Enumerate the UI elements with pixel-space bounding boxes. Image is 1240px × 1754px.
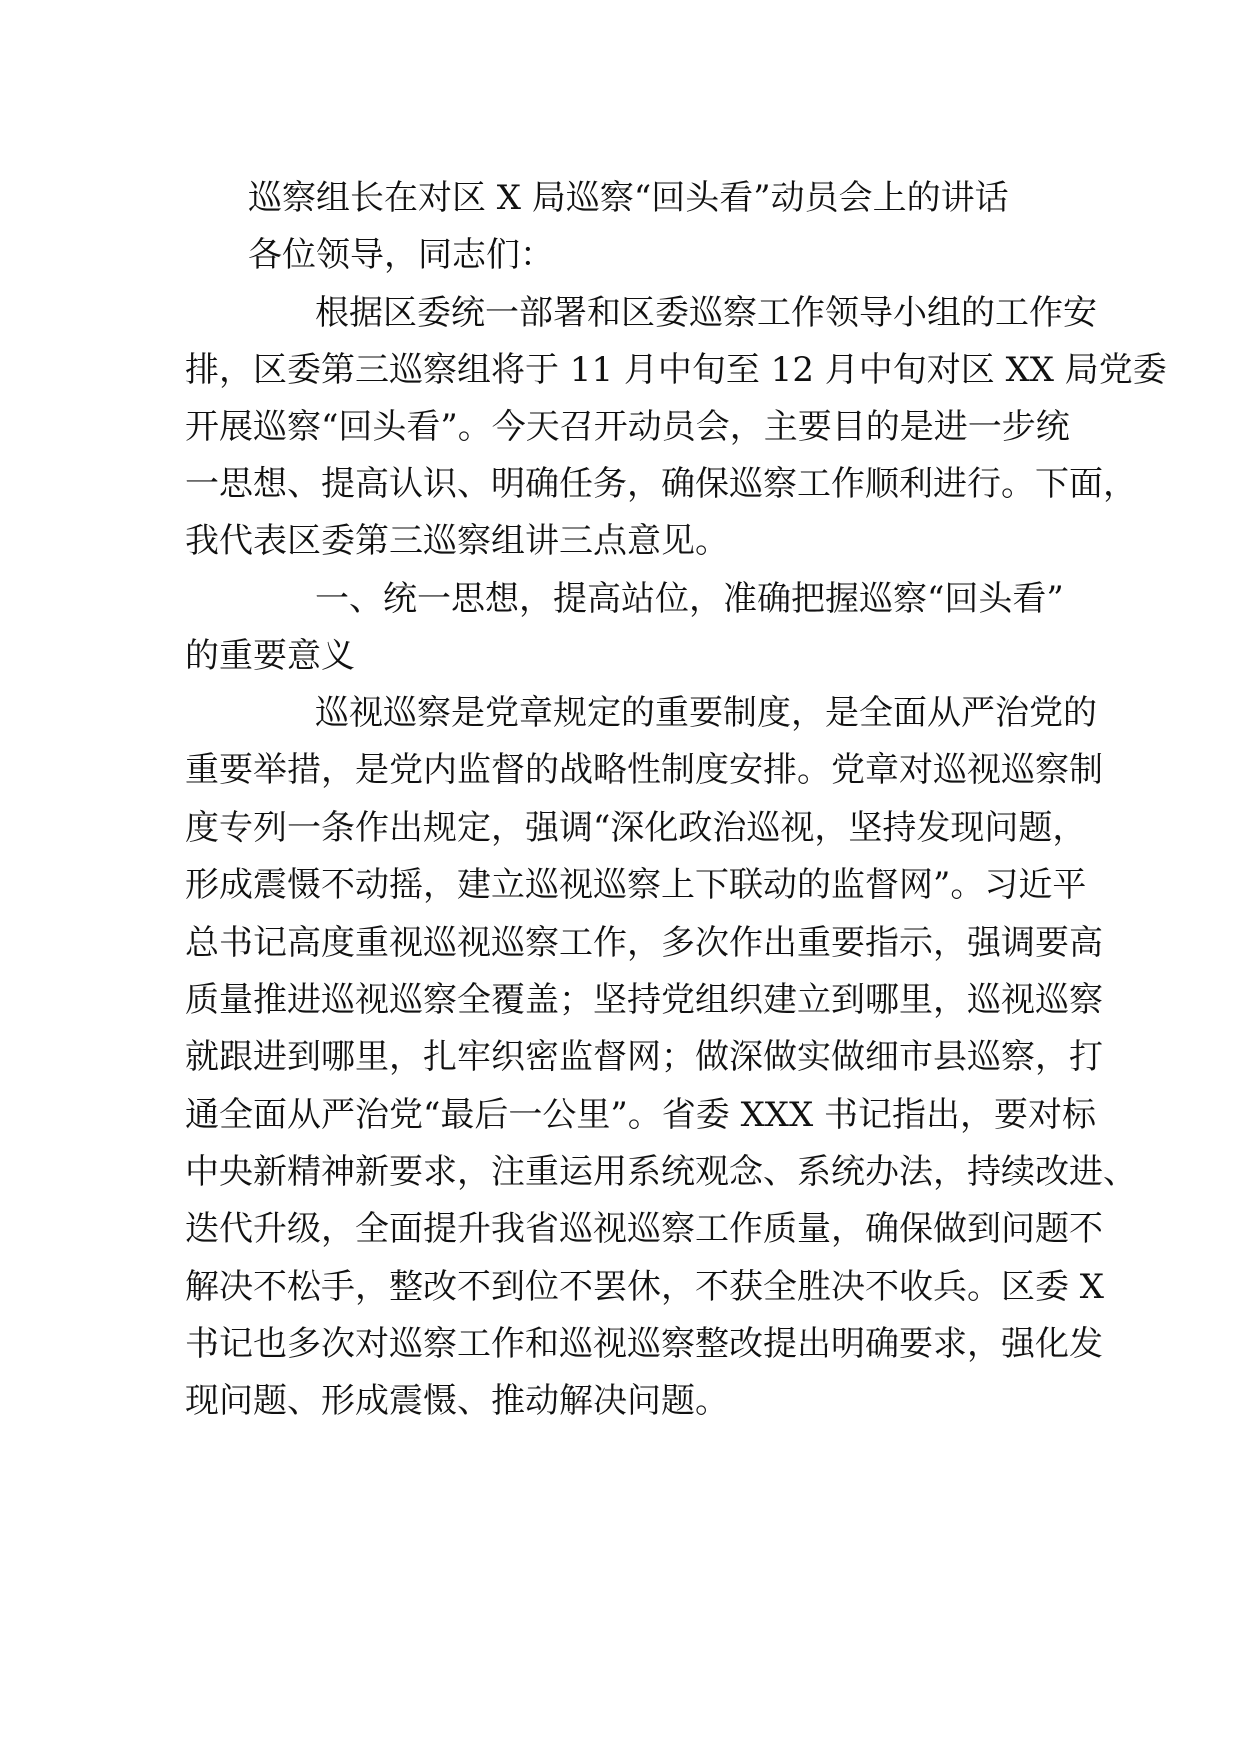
paragraph-line: 通全面从严治党“最后一公里”。省委 XXX 书记指出，要对标: [185, 1095, 1096, 1135]
heading-line: 一、统一思想，提高站位，准确把握巡察“回头看”: [315, 579, 1064, 619]
heading-line: 的重要意义: [185, 636, 355, 676]
paragraph-line: 总书记高度重视巡视巡察工作，多次作出重要指示，强调要高: [185, 923, 1103, 963]
paragraph-line: 形成震慑不动摇，建立巡视巡察上下联动的监督网”。习近平: [185, 865, 1087, 905]
paragraph-line: 解决不松手，整改不到位不罢休，不获全胜决不收兵。区委 X: [185, 1267, 1105, 1307]
paragraph-line: 我代表区委第三巡察组讲三点意见。: [185, 521, 729, 561]
paragraph-line: 开展巡察“回头看”。今天召开动员会，主要目的是进一步统: [185, 407, 1070, 447]
paragraph-line: 巡视巡察是党章规定的重要制度，是全面从严治党的: [315, 693, 1097, 733]
paragraph-line: 度专列一条作出规定，强调“深化政治巡视，坚持发现问题，: [185, 808, 1087, 848]
paragraph-line: 书记也多次对巡察工作和巡视巡察整改提出明确要求，强化发: [185, 1324, 1103, 1364]
paragraph-line: 排，区委第三巡察组将于 11 月中旬至 12 月中旬对区 XX 局党委: [185, 350, 1167, 390]
paragraph-line: 重要举措，是党内监督的战略性制度安排。党章对巡视巡察制: [185, 750, 1103, 790]
document-title: 巡察组长在对区 X 局巡察“回头看”动员会上的讲话: [248, 178, 1009, 218]
greeting: 各位领导，同志们：: [248, 235, 554, 275]
paragraph-line: 质量推进巡视巡察全覆盖；坚持党组织建立到哪里，巡视巡察: [185, 980, 1103, 1020]
paragraph-line: 一思想、提高认识、明确任务，确保巡察工作顺利进行。下面，: [185, 464, 1137, 504]
paragraph-line: 现问题、形成震慑、推动解决问题。: [185, 1381, 729, 1421]
paragraph-line: 就跟进到哪里，扎牢织密监督网；做深做实做细市县巡察，打: [185, 1037, 1103, 1077]
paragraph-line: 根据区委统一部署和区委巡察工作领导小组的工作安: [315, 293, 1097, 333]
paragraph-line: 迭代升级，全面提升我省巡视巡察工作质量，确保做到问题不: [185, 1209, 1103, 1249]
paragraph-line: 中央新精神新要求，注重运用系统观念、系统办法，持续改进、: [185, 1152, 1137, 1192]
